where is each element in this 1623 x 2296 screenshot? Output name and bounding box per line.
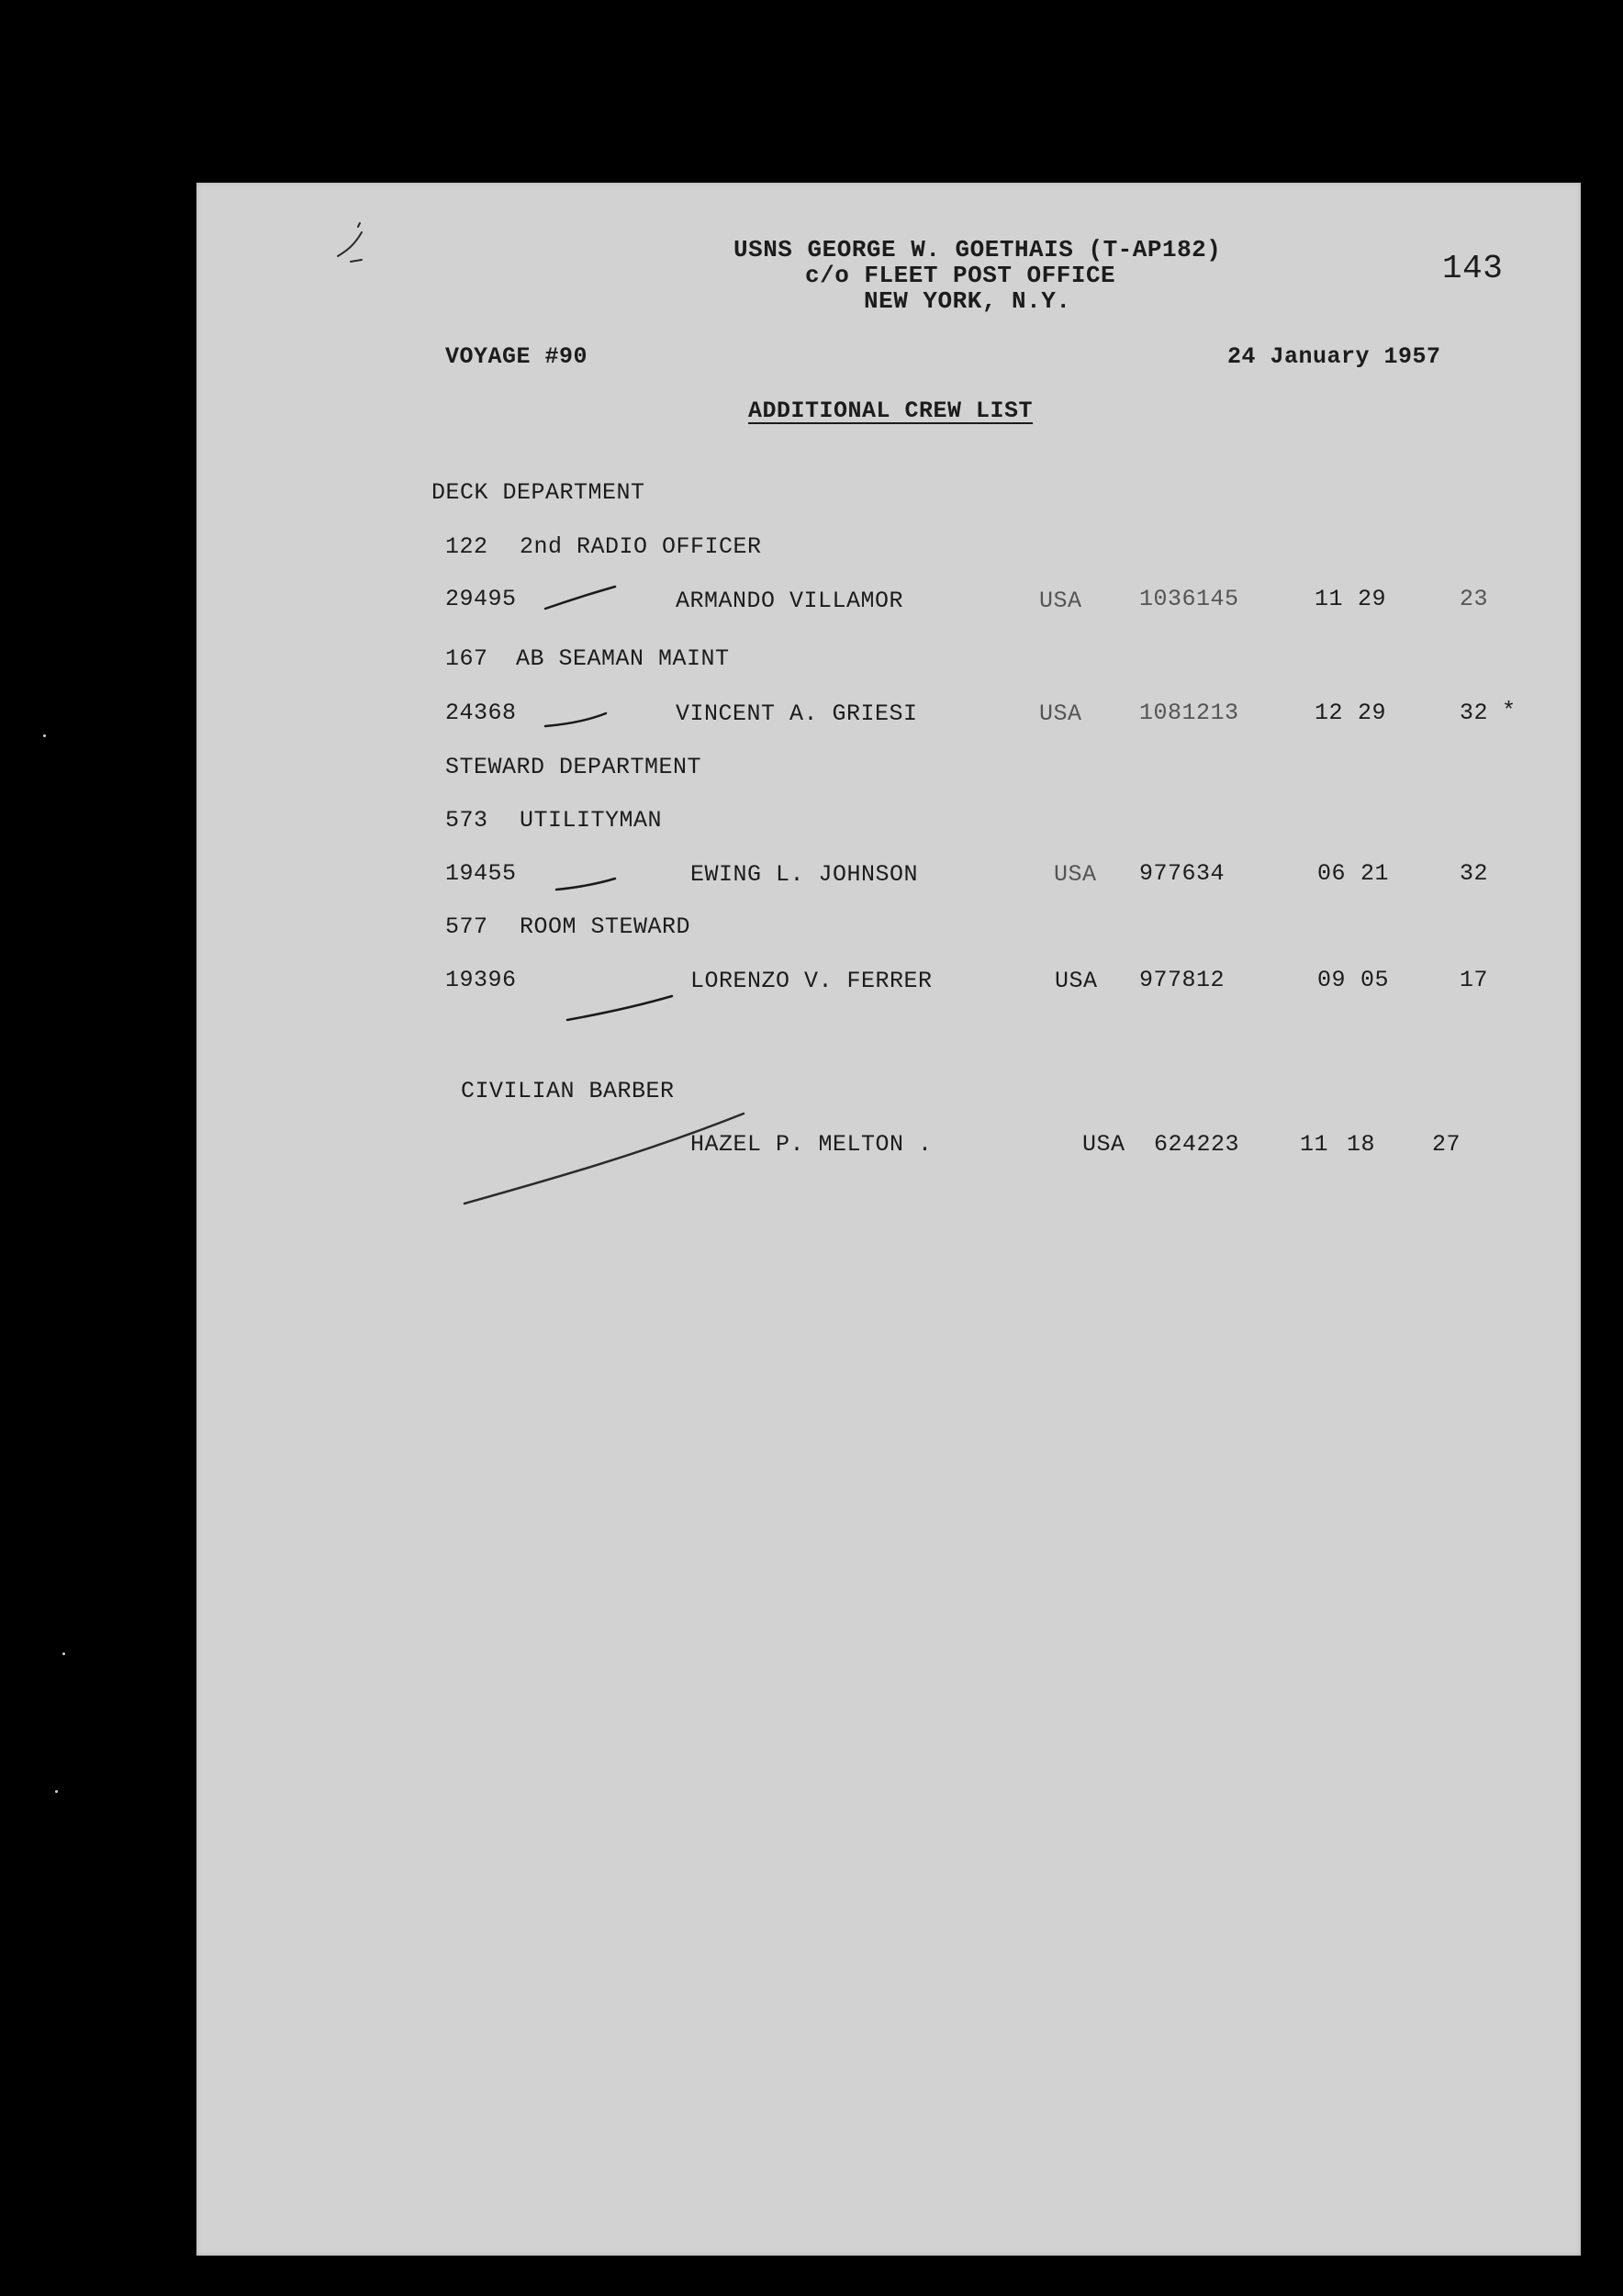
position-code: 167 [445,645,488,672]
scan-speck [43,734,46,737]
crew-name: EWING L. JOHNSON [690,861,919,888]
crew-remark-mark: * [1502,698,1517,724]
check-mark-stroke [463,1110,747,1207]
position-title: 2nd RADIO OFFICER [520,533,762,560]
crew-name: ARMANDO VILLAMOR [676,588,904,614]
crew-month: 11 [1300,1131,1329,1158]
crew-number: 977812 [1139,967,1226,993]
position-code: 577 [445,913,488,940]
position-title: ROOM STEWARD [520,913,691,940]
crew-id: 19455 [445,860,517,887]
crew-age: 17 [1460,967,1489,993]
crew-name: HAZEL P. MELTON . [690,1131,933,1158]
crew-age: 27 [1432,1131,1461,1158]
crew-number: 1081213 [1139,700,1239,726]
crew-name: LORENZO V. FERRER [690,968,933,994]
crew-month: 06 [1317,860,1347,887]
crew-nationality: USA [1082,1131,1125,1158]
check-mark-stroke [554,875,619,893]
ship-name-line: USNS GEORGE W. GOETHAIS (T-AP182) [733,236,1222,263]
crew-day: 29 [1358,586,1387,612]
document-title: ADDITIONAL CREW LIST [748,398,1034,424]
city-line: NEW YORK, N.Y. [864,287,1071,315]
crew-id: 29495 [445,586,517,612]
check-mark-stroke [543,585,617,612]
crew-month: 09 [1317,967,1347,993]
crew-nationality: USA [1055,968,1098,994]
page-number: 143 [1442,250,1504,287]
scan-speck [55,1790,58,1793]
voyage-number: VOYAGE #90 [445,343,588,370]
crew-day: 18 [1347,1131,1376,1158]
document-page [196,183,1581,2256]
position-code: 573 [445,807,488,834]
crew-age: 32 [1460,860,1489,887]
steward-department-heading: STEWARD DEPARTMENT [445,754,702,780]
corner-scribble [334,221,380,267]
crew-name: VINCENT A. GRIESI [676,700,918,727]
position-code: 122 [445,533,488,560]
crew-age: 23 [1460,586,1489,612]
crew-day: 05 [1360,967,1390,993]
civilian-barber-heading: CIVILIAN BARBER [461,1078,675,1104]
crew-id: 24368 [445,700,517,726]
crew-number: 1036145 [1139,586,1239,612]
crew-number: 624223 [1154,1131,1240,1158]
crew-day: 29 [1358,700,1387,726]
scan-speck [62,1652,65,1655]
position-title: AB SEAMAN MAINT [516,645,730,672]
document-date: 24 January 1957 [1227,343,1441,370]
crew-day: 21 [1360,860,1390,887]
crew-nationality: USA [1039,700,1082,727]
crew-nationality: USA [1054,861,1097,888]
crew-id: 19396 [445,967,517,993]
check-mark-stroke [543,711,608,730]
post-office-line: c/o FLEET POST OFFICE [805,262,1116,289]
crew-age: 32 [1460,700,1489,726]
position-title: UTILITYMAN [520,807,663,834]
crew-nationality: USA [1039,588,1082,614]
check-mark-stroke [565,992,676,1024]
crew-month: 12 [1315,700,1344,726]
crew-number: 977634 [1139,860,1226,887]
deck-department-heading: DECK DEPARTMENT [431,479,645,506]
crew-month: 11 [1315,586,1344,612]
